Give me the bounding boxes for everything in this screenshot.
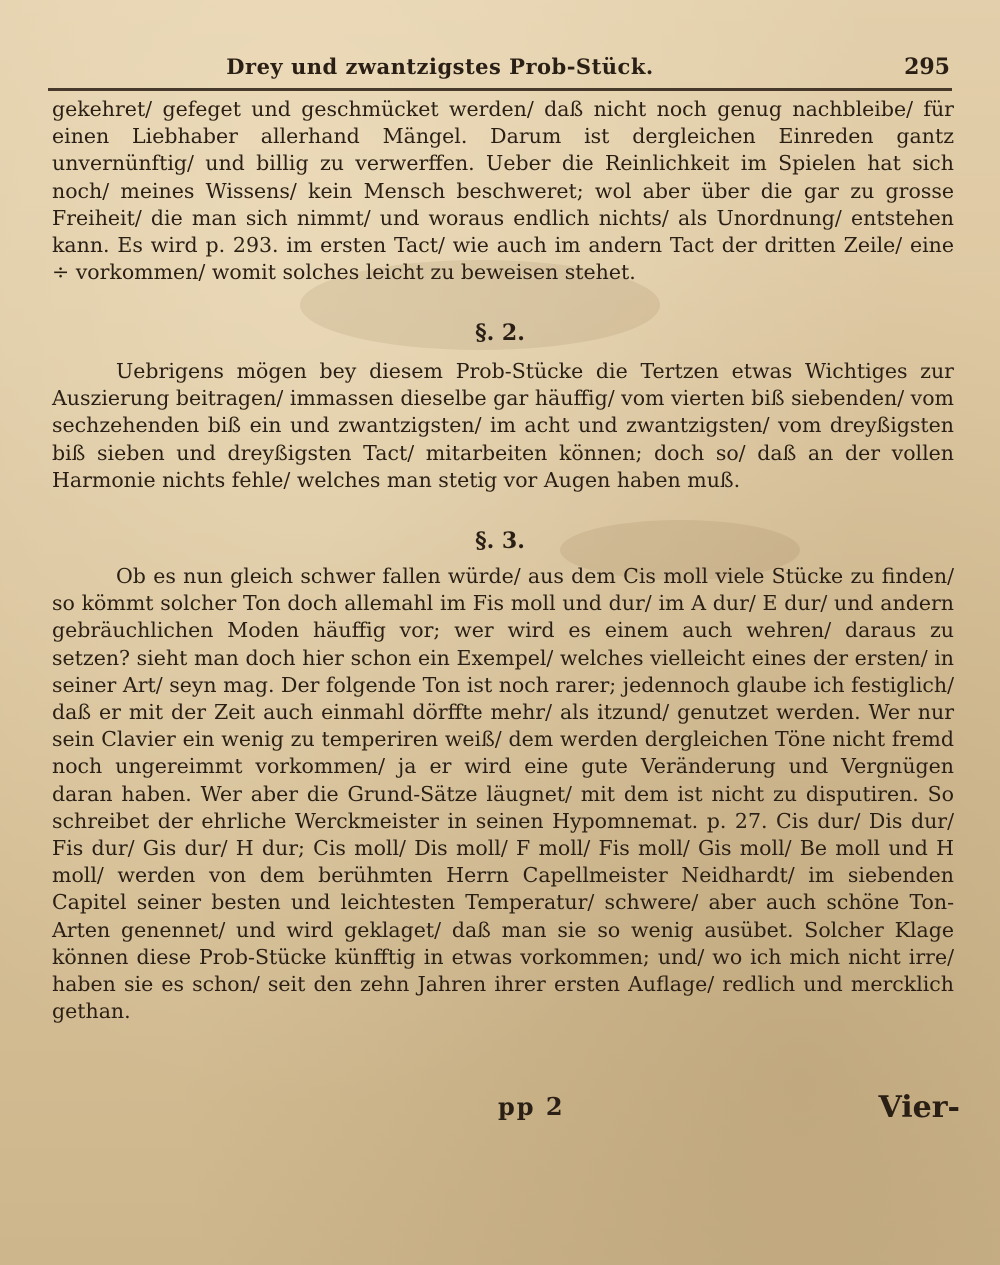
paragraph-2-text: Uebrigens mögen bey diesem Prob-Stücke die Tertzen etwas Wichtiges zur Auszierung beitragen/ immassen dieselbe gar häuffig/ vom vierten biß siebenden/ vom sechzehenden biß ein und zwantzigsten/ im acht und zwantzigsten/ vom dreyßigsten biß sieben und dreyßigsten Tact/ mitarbeiten können; doch so/ daß an der vollen Harmonie nichts fehle/ welches man stetig vor Augen haben muß. — [52, 359, 954, 492]
section-heading-3: §. 3. — [475, 528, 525, 554]
running-header — [60, 50, 950, 90]
paragraph-1: gekehret/ gefeget und geschmücket werden/ daß nicht noch genug nachbleibe/ für einen Liebhaber allerhand Mängel. Darum ist dergleichen Einreden gantz unvernünftig/ und billig zu verwerffen. Ueber die Reinlichkeit im Spielen hat sich noch/ meines Wissens/ kein Mensch beschweret; wol aber über die gar zu grosse Freiheit/ die man sich nimmt/ und woraus endlich nichts/ als Unordnung/ entstehen kann. Es wird p. 293. im ersten Tact/ wie auch im andern Tact der dritten Zeile/ eine ÷ vorkommen/ womit solches leicht zu beweisen stehet. — [52, 97, 954, 285]
page-number: 295 — [904, 54, 950, 80]
section-heading-2: §. 2. — [475, 320, 525, 346]
paragraph-3-text: Ob es nun gleich schwer fallen würde/ aus dem Cis moll viele Stücke zu finden/ so kömmt solcher Ton doch allemahl im Fis moll und dur/ im A dur/ E dur/ und andern gebräuchlichen Moden häuffig vor; wer wird es einem auch wehren/ daraus zu setzen? sieht man doch hier schon ein Exempel/ welches vielleicht eines der ersten/ in seiner Art/ seyn mag. Der folgende Ton ist noch rarer; jedennoch glaube ich festiglich/ daß er mit der Zeit auch einmahl dörffte mehr/ als itzund/ genutzet werden. Wer nur sein Clavier ein wenig zu temperiren weiß/ dem werden dergleichen Töne nicht fremd noch ungereimmt vorkommen/ ja er wird eine gute Veränderung und Vergnügen daran haben. Wer aber die Grund-Sätze läugnet/ mit dem ist nicht zu disputiren. So schreibet der ehrliche Werckmeister in seinen Hypomnemat. p. 27. Cis dur/ Dis dur/ Fis dur/ Gis dur/ H dur; Cis moll/ Dis moll/ F moll/ Fis moll/ Gis moll/ Be moll und H moll/ werden von dem berühmten Herrn Capellmeister Neidhardt/ im siebenden Capitel seiner besten und leichtesten Temperatur/ schwere/ aber auch schöne Ton-Arten genennet/ und wird geklaget/ daß man sie so wenig ausübet. Solcher Klage können diese Prob-Stücke künfftig in etwas vorkommen; und/ wo ich mich nicht irre/ haben sie es schon/ seit den zehn Jahren ihrer ersten Auflage/ redlich und mercklich gethan. — [52, 564, 954, 1024]
header-rule — [48, 88, 952, 91]
catchword: Vier- — [878, 1090, 960, 1125]
signature-mark: pp 2 — [498, 1092, 565, 1121]
paragraph-3 — [52, 563, 954, 1025]
running-title: Drey und zwantzigstes Prob-Stück. — [226, 54, 654, 79]
paragraph-2 — [52, 358, 954, 494]
page-footer — [0, 1092, 1000, 1132]
